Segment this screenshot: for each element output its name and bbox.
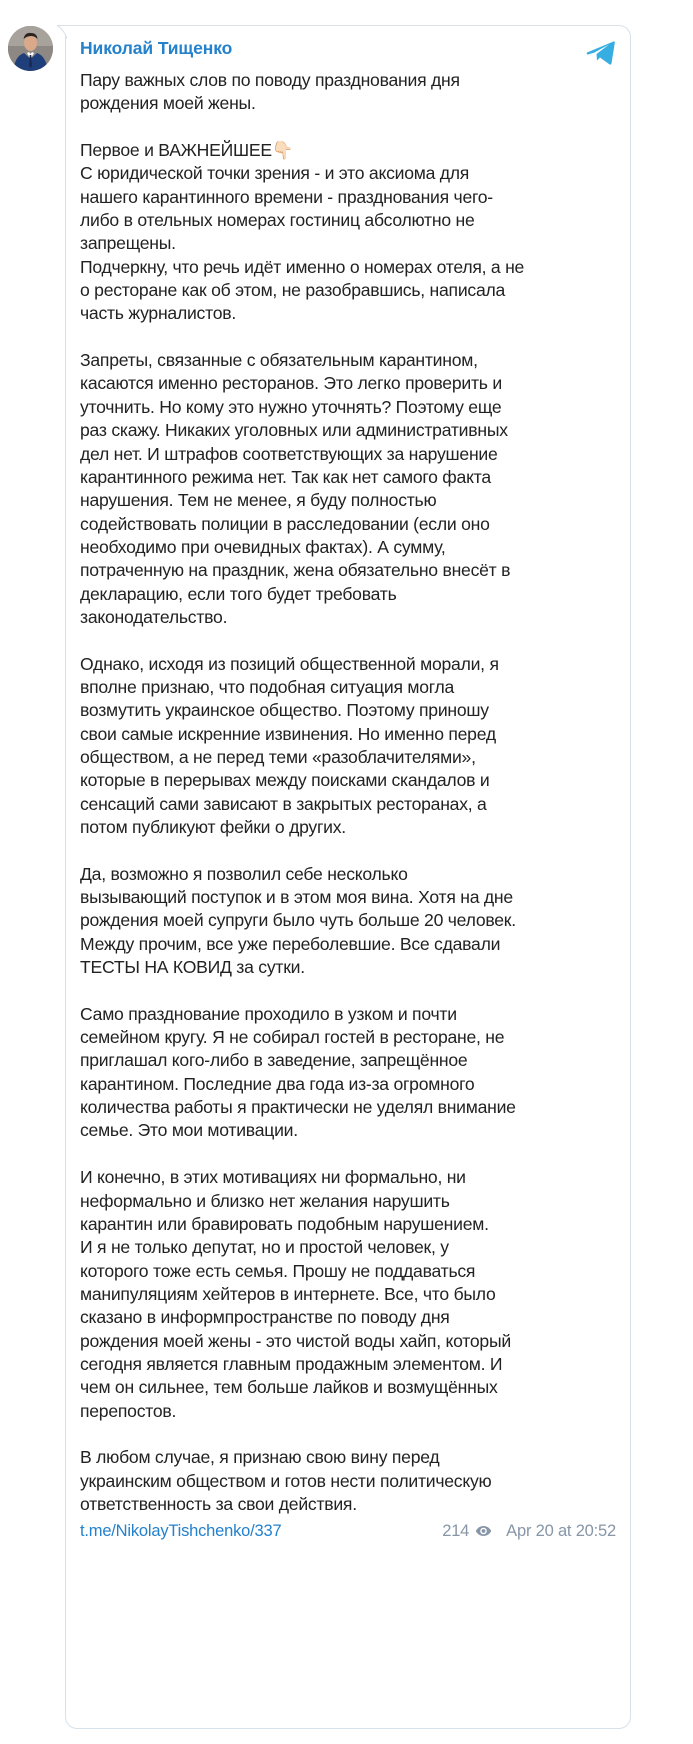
message-bubble <box>65 25 631 1729</box>
avatar[interactable] <box>8 26 53 71</box>
post-text-line: Первое и ВАЖНЕЙШЕЕ👇🏻 <box>80 140 294 161</box>
post-text-line: рождения моей жены. <box>80 93 256 114</box>
post-text-line: количества работы я практически не уделял внимание <box>80 1097 516 1118</box>
post-text-line <box>80 1423 625 1446</box>
post-text-line: декларацию, если того будет требовать <box>80 583 397 604</box>
post-text-line: которые в перерывах между поисками скандалов и <box>80 770 490 791</box>
post-text-line: С юридической точки зрения - и это аксиома для <box>80 163 470 184</box>
post-text-line: Да, возможно я позволил себе несколько <box>80 863 408 884</box>
post-text-line: вполне признаю, что подобная ситуация могла <box>80 676 455 697</box>
post-text-line: Пару важных слов по поводу празднования дня <box>80 70 460 90</box>
eye-icon <box>475 1525 492 1537</box>
post-text-line: неформально и близко нет желания нарушить <box>80 1190 450 1211</box>
post-text-line: дел нет. И штрафов соответствующих за нарушение <box>80 443 498 464</box>
telegram-icon[interactable] <box>586 40 616 66</box>
post-text-line: нарушения. Тем не менее, я буду полностью <box>80 490 437 511</box>
post-text-line: необходимо при очевидных фактах). А сумму, <box>80 536 446 557</box>
post-text-line: чем он сильнее, тем больше лайков и возмущённых <box>80 1377 498 1398</box>
post-text-line: законодательство. <box>80 606 228 627</box>
post-text-line: карантином. Последние два года из-за огромного <box>80 1073 475 1094</box>
post-text-line: Однако, исходя из позиций общественной морали, я <box>80 653 499 674</box>
post-text-line: свои самые искренние извинения. Но именно перед <box>80 723 496 744</box>
post-text-line: рождения моей жены - это чистой воды хайп, который <box>80 1330 511 1351</box>
post-footer <box>80 1519 616 1543</box>
channel-author-name[interactable]: Николай Тищенко <box>80 38 233 58</box>
post-text-line: потом публикуют фейки о других. <box>80 817 346 837</box>
post-text-line: либо в отельных номерах гостиниц абсолютно не <box>80 210 475 231</box>
post-text-line: Запреты, связанные с обязательным карантином, <box>80 350 478 371</box>
post-meta <box>442 1519 616 1543</box>
post-text-line <box>80 629 625 652</box>
post-text-line: карантин или бравировать подобным нарушением. <box>80 1213 489 1234</box>
post-text-line: сегодня является главным продажным элементом. И <box>80 1353 503 1374</box>
post-timestamp[interactable]: Apr 20 at 20:52 <box>506 1522 616 1540</box>
post-link[interactable]: t.me/NikolayTishchenko/337 <box>80 1522 282 1540</box>
post-text-line: В любом случае, я признаю свою вину перед <box>80 1447 440 1468</box>
post-text-line: украинским обществом и готов нести политическую <box>80 1470 492 1491</box>
post-text-line: перепостов. <box>80 1400 177 1421</box>
post-text-line: содействовать полиции в расследовании (если оно <box>80 513 490 534</box>
avatar-photo <box>8 26 53 71</box>
post-text-line: карантинного режима нет. Так как нет самого факта <box>80 466 491 487</box>
post-text-line: сказано в информпространстве по поводу дня <box>80 1307 450 1328</box>
post-text-line: Подчеркну, что речь идёт именно о номерах отеля, а не <box>80 256 525 277</box>
post-text-line <box>80 326 625 349</box>
post-text-line: раз скажу. Никаких уголовных или административных <box>80 420 508 441</box>
post-text-line <box>80 979 625 1002</box>
post-text-line: касаются именно ресторанов. Это легко проверить и <box>80 373 502 394</box>
post-text-line: И я не только депутат, но и простой человек, у <box>80 1237 449 1258</box>
post-text-line: рождения моей супруги было чуть больше 20 человек. <box>80 910 516 931</box>
bubble-tail <box>56 25 67 39</box>
post-text-line <box>80 1143 625 1166</box>
post-text-line: семейном кругу. Я не собирал гостей в ресторане, не <box>80 1027 505 1048</box>
post-text-line: Само празднование проходило в узком и почти <box>80 1003 457 1024</box>
post-text-line: Между прочим, все уже переболевшие. Все сдавали <box>80 933 501 954</box>
post-text-line: манипуляциям хейтеров в интернете. Все, что было <box>80 1283 496 1304</box>
post-text-line: часть журналистов. <box>80 303 236 324</box>
post-text-line: сенсаций сами зависают в закрытых ресторанах, а <box>80 793 487 814</box>
view-count: 214 <box>442 1522 470 1540</box>
post-text-line: И конечно, в этих мотивациях ни формально, ни <box>80 1167 466 1188</box>
post-text-line: о ресторане как об этом, не разобравшись, написала <box>80 280 506 301</box>
post-text-line: уточнить. Но кому это нужно уточнять? Поэтому еще <box>80 396 502 417</box>
post-text-line: ТЕСТЫ НА КОВИД за сутки. <box>80 957 305 978</box>
post-body <box>80 69 625 1516</box>
post-text-line: семье. Это мои мотивации. <box>80 1120 298 1141</box>
post-text-line: потраченную на праздник, жена обязательно внесёт в <box>80 560 511 581</box>
post-text-line: нашего карантинного времени - празднования чего- <box>80 186 493 207</box>
post-text-line: запрещены. <box>80 233 176 254</box>
post-text-line: возмутить украинское общество. Поэтому приношу <box>80 700 489 721</box>
post-text-line: обществом, а не перед теми «разоблачителями», <box>80 746 476 767</box>
post-text-line: приглашал кого-либо в заведение, запрещённое <box>80 1050 468 1071</box>
post-text-line: которого тоже есть семья. Прошу не поддаваться <box>80 1260 476 1281</box>
post-text-line <box>80 116 625 139</box>
post-text-line: вызывающий поступок и в этом моя вина. Хотя на дне <box>80 887 513 908</box>
post-text-line <box>80 839 625 862</box>
post-text-line: ответственность за свои действия. <box>80 1493 357 1514</box>
